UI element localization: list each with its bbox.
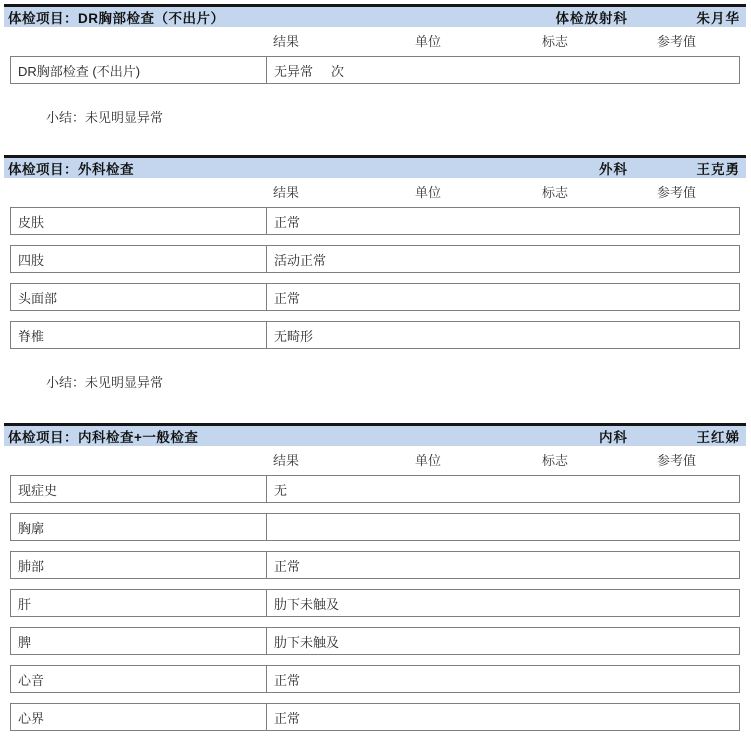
row-result-value: 肋下未触及 <box>274 596 340 612</box>
row-item-label: 现症史 <box>11 476 267 502</box>
row-result-cell <box>267 476 739 502</box>
section-header-right <box>556 7 741 27</box>
row-item-label: 脊椎 <box>11 322 267 348</box>
row-result-value: 正常 <box>274 214 301 230</box>
row-result-cell <box>267 284 739 310</box>
section-title: 体检项目：外科检查 <box>8 162 134 177</box>
table-row <box>10 703 740 731</box>
row-item-label: 皮肤 <box>11 208 267 234</box>
summary-text: 未见明显异常 <box>85 109 164 125</box>
doctor-name: 王克勇 <box>696 162 740 177</box>
row-result-value: 正常 <box>274 672 301 688</box>
table-row <box>10 513 740 541</box>
row-result-value: 正常 <box>274 558 301 574</box>
row-unit-label: 次 <box>331 63 345 79</box>
column-header-row <box>0 449 746 473</box>
row-result-value: 正常 <box>274 710 301 726</box>
row-item-label: 心界 <box>11 704 267 730</box>
section-header-bar <box>4 155 746 178</box>
table-row <box>10 56 740 84</box>
row-result-value: 无异常 <box>274 63 314 79</box>
department-label: 内科 <box>599 430 628 445</box>
doctor-name: 王红娣 <box>696 430 740 445</box>
column-header-unit: 单位 <box>415 34 442 49</box>
section-header-bar <box>4 423 746 446</box>
section-header-right <box>599 158 740 178</box>
table-row <box>10 207 740 235</box>
table-row <box>10 665 740 693</box>
doctor-name: 朱月华 <box>696 11 740 26</box>
exam-section <box>0 423 751 731</box>
department-label: 外科 <box>599 162 628 177</box>
exam-section <box>0 155 751 389</box>
column-header-reference: 参考值 <box>657 34 697 49</box>
table-row <box>10 475 740 503</box>
row-item-label: 头面部 <box>11 284 267 310</box>
row-item-label: 四肢 <box>11 246 267 272</box>
row-result-cell <box>267 208 739 234</box>
row-result-cell <box>267 704 739 730</box>
table-row <box>10 283 740 311</box>
column-header-reference: 参考值 <box>657 185 697 200</box>
row-result-cell <box>267 322 739 348</box>
summary-line <box>46 108 751 124</box>
summary-label: 小结： <box>46 374 86 390</box>
column-header-flag: 标志 <box>542 34 569 49</box>
column-header-reference: 参考值 <box>657 453 697 468</box>
column-header-result: 结果 <box>273 185 300 200</box>
column-header-result: 结果 <box>273 34 300 49</box>
section-header-right <box>599 426 740 446</box>
row-result-cell <box>267 628 739 654</box>
column-header-row <box>0 181 746 205</box>
table-row <box>10 551 740 579</box>
column-header-flag: 标志 <box>542 453 569 468</box>
table-row <box>10 589 740 617</box>
row-item-label: 肝 <box>11 590 267 616</box>
section-header-bar <box>4 4 746 27</box>
section-rows <box>0 56 751 84</box>
row-item-label: DR胸部检查 (不出片) <box>11 57 267 83</box>
report-page <box>0 4 751 738</box>
row-result-cell <box>267 246 739 272</box>
table-row <box>10 627 740 655</box>
section-title: 体检项目：DR胸部检查（不出片） <box>8 11 225 26</box>
row-result-value: 肋下未触及 <box>274 634 340 650</box>
row-item-label: 心音 <box>11 666 267 692</box>
table-row <box>10 321 740 349</box>
column-header-flag: 标志 <box>542 185 569 200</box>
exam-report <box>0 4 751 731</box>
row-result-value: 活动正常 <box>274 252 327 268</box>
row-item-label: 肺部 <box>11 552 267 578</box>
row-result-value: 无 <box>274 482 288 498</box>
department-label: 体检放射科 <box>555 11 628 26</box>
row-result-cell <box>267 57 739 83</box>
summary-label: 小结： <box>46 109 86 125</box>
section-rows <box>0 207 751 349</box>
section-title: 体检项目：内科检查+一般检查 <box>8 430 199 445</box>
row-item-label: 脾 <box>11 628 267 654</box>
section-rows <box>0 475 751 731</box>
summary-text: 未见明显异常 <box>85 374 164 390</box>
exam-section <box>0 4 751 124</box>
row-result-cell <box>267 514 739 540</box>
row-result-cell <box>267 552 739 578</box>
row-result-cell <box>267 590 739 616</box>
row-result-value: 正常 <box>274 290 301 306</box>
summary-line <box>46 373 751 389</box>
column-header-unit: 单位 <box>415 185 442 200</box>
row-item-label: 胸廓 <box>11 514 267 540</box>
table-row <box>10 245 740 273</box>
row-result-cell <box>267 666 739 692</box>
column-header-row <box>0 30 746 54</box>
row-result-value: 无畸形 <box>274 328 314 344</box>
column-header-unit: 单位 <box>415 453 442 468</box>
column-header-result: 结果 <box>273 453 300 468</box>
